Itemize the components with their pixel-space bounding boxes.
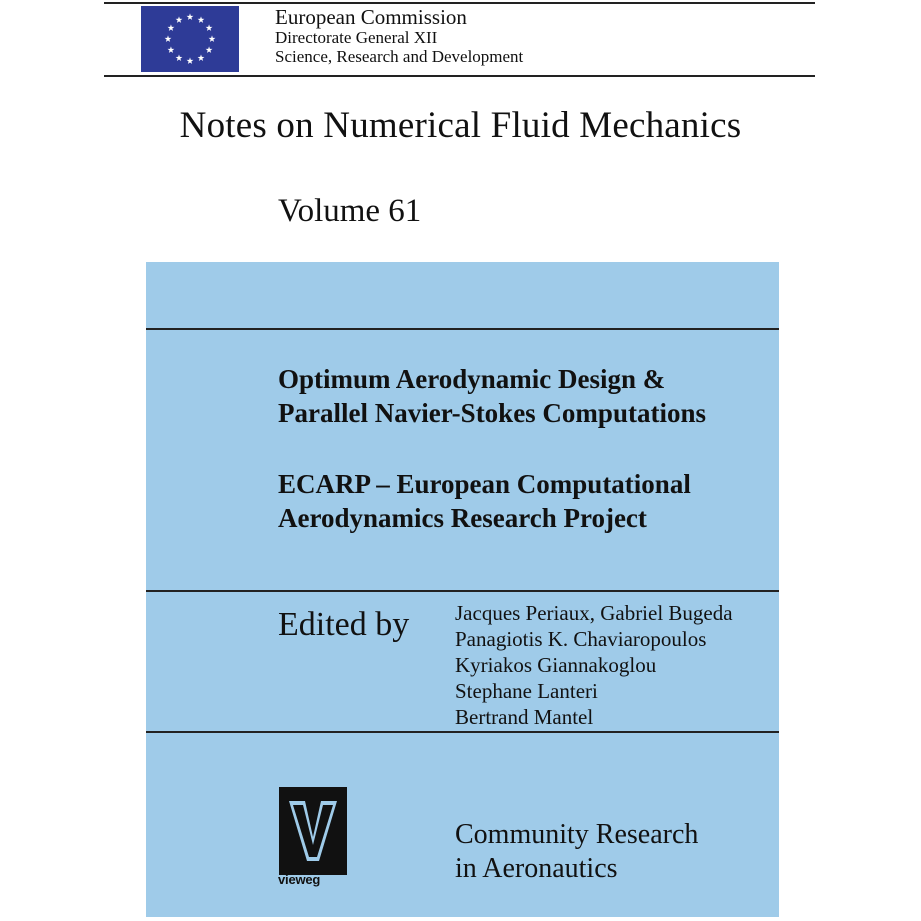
program-line-1: Community Research [455, 819, 699, 850]
editor-name: Panagiotis K. Chaviaropoulos [455, 627, 707, 651]
editor-name: Kyriakos Giannakoglou [455, 653, 657, 677]
organization-name: European Commission [275, 5, 467, 29]
header-bottom-rule [104, 75, 815, 77]
editors-list [455, 600, 733, 730]
book-subtitle-line-2: Aerodynamics Research Project [278, 503, 647, 533]
program-name [455, 818, 698, 886]
panel-rule-bottom [146, 731, 779, 733]
book-title-line-1: Optimum Aerodynamic Design & [278, 364, 666, 394]
publisher-name: vieweg [278, 872, 321, 887]
panel-rule-top [146, 328, 779, 330]
volume-number: Volume 61 [278, 193, 422, 229]
editor-name: Stephane Lanteri [455, 679, 598, 703]
editor-name: Bertrand Mantel [455, 705, 594, 729]
book-title-line-2: Parallel Navier-Stokes Computations [278, 398, 706, 428]
header-text [275, 6, 523, 66]
top-rule [104, 2, 815, 4]
program-line-2: in Aeronautics [455, 853, 618, 884]
book-subtitle-line-1: ECARP – European Computational [278, 469, 691, 499]
edited-by-label: Edited by [278, 606, 410, 643]
series-title: Notes on Numerical Fluid Mechanics [179, 105, 742, 146]
editor-name: Jacques Periaux, Gabriel Bugeda [455, 601, 733, 625]
division-name: Science, Research and Development [275, 46, 524, 66]
panel-rule-middle [146, 590, 779, 592]
eu-flag-icon [141, 6, 239, 72]
directorate-name: Directorate General XII [275, 28, 438, 48]
vieweg-logo-icon [279, 787, 347, 875]
